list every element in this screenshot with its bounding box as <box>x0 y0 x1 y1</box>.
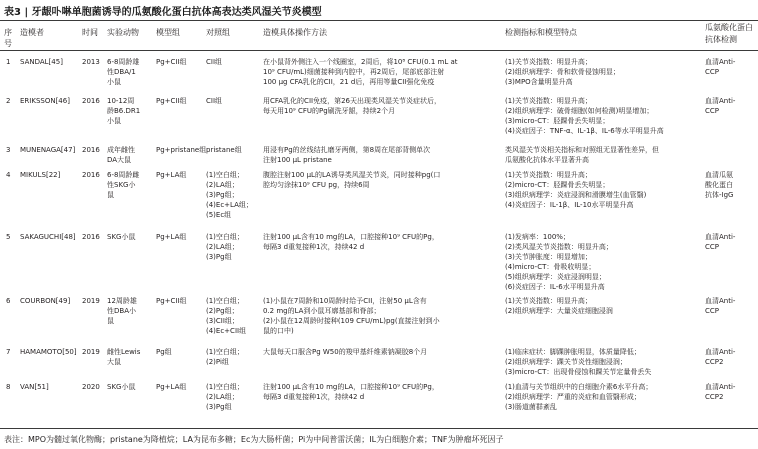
cell-method: (1)小鼠在7周龄和10周龄时给予CII，注射50 μL含有 <box>263 297 427 305</box>
cell-no: 3 <box>6 146 11 154</box>
cell-no: 7 <box>6 348 11 356</box>
cell-control: (3)CII组； <box>206 317 239 325</box>
cell-animal: 鼠 <box>107 191 114 199</box>
cell-animal: 6-8周龄雄 <box>107 58 140 66</box>
cell-animal: 龄B6.DR1 <box>107 107 141 115</box>
cell-antibody: 酸化蛋白 <box>705 181 733 189</box>
cell-model: Pg+LA组 <box>156 383 187 391</box>
cell-antibody: 血清Anti- <box>705 233 736 241</box>
cell-method: 注射100 μL含有10 mg的LA，口腔接种10⁹ CFU的Pg， <box>263 383 439 391</box>
cell-animal: 6-8周龄雌 <box>107 171 140 179</box>
cell-indices: 瓜氨酸化抗体水平显著升高 <box>505 156 589 164</box>
cell-indices: (1)关节炎指数：明显升高； <box>505 58 592 66</box>
cell-indices: (4)micro-CT：骨吸收明显； <box>505 263 596 271</box>
top-rule <box>0 20 758 21</box>
header-time: 时间 <box>82 28 98 37</box>
cell-method: 100 μg CFA乳化的CII，21 d后，再用等量CII强化免疫 <box>263 78 435 86</box>
cell-no: 8 <box>6 383 11 391</box>
cell-author: MIKULS[22] <box>20 171 61 179</box>
cell-method: 用浸有Pg的丝线结扎磨牙两侧，第8周在尾部背侧单次 <box>263 146 431 154</box>
cell-animal: 性DBA/1 <box>107 68 136 76</box>
cell-control: (3)Pg组 <box>206 403 232 411</box>
header-animal: 实验动物 <box>107 28 139 37</box>
cell-control: (3)Pg组； <box>206 191 239 199</box>
cell-control: (4)Ec+LA组； <box>206 201 253 209</box>
cell-control: (1)空白组； <box>206 297 244 305</box>
cell-control: (5)Ec组 <box>206 211 232 219</box>
cell-model: Pg组 <box>156 348 172 356</box>
cell-author: VAN[51] <box>20 383 49 391</box>
cell-indices: (3)组织病理学：炎症浸润和滑膜增生(血管翳) <box>505 191 647 199</box>
cell-control: pristane组 <box>206 146 242 154</box>
cell-method: 每隔3 d重复接种1次，持续42 d <box>263 393 365 401</box>
cell-control: (4)Ec+CII组 <box>206 327 247 335</box>
cell-control: (2)LA组； <box>206 393 239 401</box>
cell-no: 4 <box>6 171 11 179</box>
cell-control: CII组 <box>206 58 223 66</box>
cell-indices: (1)发病率：100%； <box>505 233 570 241</box>
cell-antibody: CCP <box>705 307 719 315</box>
cell-author: MUNENAGA[47] <box>20 146 76 154</box>
cell-indices: (2)组织病理学：大量炎症细胞浸润 <box>505 307 613 315</box>
cell-indices: 类风湿关节炎相关指标和对照组无显著性差异，但 <box>505 146 659 154</box>
cell-antibody: CCP <box>705 68 719 76</box>
cell-time: 2016 <box>82 233 100 241</box>
cell-method: 注射100 μL含有10 mg的LA，口腔接种10⁹ CFU的Pg， <box>263 233 439 241</box>
cell-animal: 成年雌性 <box>107 146 135 154</box>
cell-control: (2)LA组； <box>206 243 239 251</box>
cell-no: 2 <box>6 97 11 105</box>
cell-indices: (2)类风湿关节炎指数：明显升高； <box>505 243 613 251</box>
cell-animal: DA大鼠 <box>107 156 132 164</box>
cell-method: 注射100 μL pristane <box>263 156 332 164</box>
cell-method: 用CFA乳化的CII免疫，第26天出现类风湿关节炎症状后， <box>263 97 441 105</box>
cell-control: (3)Pg组 <box>206 253 232 261</box>
cell-model: Pg+CII组 <box>156 97 187 105</box>
header-no: 序号 <box>4 28 12 48</box>
cell-animal: 小鼠 <box>107 78 121 86</box>
cell-indices: (3)MPO含量明显升高 <box>505 78 573 86</box>
header-rule <box>0 50 758 51</box>
cell-antibody: 抗体-IgG <box>705 191 734 199</box>
cell-time: 2019 <box>82 348 100 356</box>
header-author: 造模者 <box>20 28 44 37</box>
cell-indices: (4)炎症因子：TNF-α、IL-1β、IL-6等水平明显升高 <box>505 127 664 135</box>
cell-author: HAMAMOTO[50] <box>20 348 77 356</box>
cell-indices: (1)关节炎指数：明显升高； <box>505 171 592 179</box>
cell-method: 10⁹ CFU/mL)细菌接种到内腔中，再2周后，尾部底部注射 <box>263 68 445 76</box>
header-method: 造模具体操作方法 <box>263 28 327 37</box>
cell-animal: 雌性Lewis <box>107 348 141 356</box>
cell-no: 5 <box>6 233 11 241</box>
cell-time: 2020 <box>82 383 100 391</box>
table-footnote: 表注：MPO为髓过氧化物酶；pristane为降植烷；LA为昆布多糖；Ec为大肠杆菌；Pi为中间普雷沃菌；IL为白细胞介素；TNF为肿瘤坏死因子 <box>4 435 504 444</box>
header-indices: 检测指标和模型特点 <box>505 28 577 37</box>
cell-animal: 性DBA小 <box>107 307 136 315</box>
cell-animal: 10-12周 <box>107 97 135 105</box>
cell-animal: 小鼠 <box>107 117 121 125</box>
cell-time: 2019 <box>82 297 100 305</box>
cell-indices: (1)临床症状：脚踝肿胀明显，体质量降低； <box>505 348 641 356</box>
cell-author: SAKAGUCHI[48] <box>20 233 76 241</box>
cell-author: ERIKSSON[46] <box>20 97 70 105</box>
cell-antibody: 血清Anti- <box>705 348 736 356</box>
cell-method: 腹腔注射100 μL的LA诱导类风湿关节炎，同时接种pg(口 <box>263 171 441 179</box>
cell-method: 腔均匀涂抹10⁹ CFU pg，持续6周 <box>263 181 370 189</box>
cell-antibody: 血清瓜氨 <box>705 171 733 179</box>
cell-animal: 大鼠 <box>107 358 121 366</box>
cell-animal: 12周龄雄 <box>107 297 137 305</box>
cell-control: (1)空白组； <box>206 233 244 241</box>
cell-indices: (3)micro-CT：胫踝骨丢失明显； <box>505 117 610 125</box>
cell-indices: (4)炎症因子：IL-1β、IL-10水平明显升高 <box>505 201 634 209</box>
cell-indices: (3)micro-CT：出现骨侵蚀和踝关节定量骨丢失 <box>505 368 652 376</box>
cell-model: Pg+CII组 <box>156 58 187 66</box>
cell-animal: SKG小鼠 <box>107 233 136 241</box>
cell-no: 1 <box>6 58 11 66</box>
cell-model: Pg+pristane组 <box>156 146 207 154</box>
cell-control: (2)LA组； <box>206 181 239 189</box>
cell-control: (1)空白组； <box>206 348 244 356</box>
cell-antibody: CCP <box>705 107 719 115</box>
cell-time: 2016 <box>82 97 100 105</box>
cell-method: 大鼠每天口服含Pg W50的羧甲基纤维素钠凝胶8个月 <box>263 348 428 356</box>
table-title: 表3 | 牙龈卟啉单胞菌诱导的瓜氨酸化蛋白抗体高表达类风湿关节炎模型 <box>4 7 322 18</box>
cell-model: Pg+CII组 <box>156 297 187 305</box>
cell-animal: 鼠 <box>107 317 114 325</box>
cell-indices: (1)关节炎指数：明显升高； <box>505 297 592 305</box>
cell-animal: 性SKG小 <box>107 181 136 189</box>
cell-time: 2013 <box>82 58 100 66</box>
cell-indices: (2)组织病理学：严重的炎症和血管翳形成； <box>505 393 641 401</box>
cell-author: COURBON[49] <box>20 297 71 305</box>
cell-indices: (1)血清与关节组织中的白细胞介素6水平升高； <box>505 383 653 391</box>
cell-model: Pg+LA组 <box>156 171 187 179</box>
cell-method: 每天用10⁹ CFU的Pg刷洗牙龈，持续2个月 <box>263 107 396 115</box>
cell-antibody: CCP2 <box>705 393 724 401</box>
cell-indices: (2)组织病理学：破骨细胞(如何检测)明显增加； <box>505 107 654 115</box>
cell-antibody: CCP2 <box>705 358 724 366</box>
cell-antibody: 血清Anti- <box>705 58 736 66</box>
cell-method: 每隔3 d重复接种1次，持续42 d <box>263 243 365 251</box>
cell-method: (2)小鼠在12周龄时接种(109 CFU/mL)pg(直接注射到小 <box>263 317 440 325</box>
cell-method: 鼠的口中) <box>263 327 294 335</box>
cell-no: 6 <box>6 297 11 305</box>
cell-antibody: CCP <box>705 243 719 251</box>
cell-indices: (2)micro-CT：胫踝骨丢失明显； <box>505 181 610 189</box>
cell-indices: (3)肠道菌群紊乱 <box>505 403 557 411</box>
cell-control: (1)空白组； <box>206 383 244 391</box>
cell-model: Pg+LA组 <box>156 233 187 241</box>
cell-author: SANDAL[45] <box>20 58 63 66</box>
cell-control: (1)空白组； <box>206 171 244 179</box>
bottom-rule <box>0 428 758 429</box>
cell-time: 2016 <box>82 146 100 154</box>
cell-indices: (1)关节炎指数：明显升高； <box>505 97 592 105</box>
cell-antibody: 血清Anti- <box>705 297 736 305</box>
cell-animal: SKG小鼠 <box>107 383 136 391</box>
cell-control: (2)Pg组； <box>206 307 239 315</box>
cell-antibody: 血清Anti- <box>705 383 736 391</box>
cell-indices: (2)组织病理学：骨和软骨侵蚀明显； <box>505 68 620 76</box>
cell-antibody: 血清Anti- <box>705 97 736 105</box>
cell-method: 0.2 mg的LA到小鼠耳廓基部和脊部； <box>263 307 381 315</box>
header-control: 对照组 <box>206 28 230 37</box>
cell-method: 在小鼠背外侧注入一个线圈室，2周后，将10⁸ CFU(0.1 mL at <box>263 58 458 66</box>
cell-indices: (3)关节肿胀度：明显增加； <box>505 253 592 261</box>
header-antibody: 瓜氨酸化蛋白抗体检测 <box>705 23 753 44</box>
cell-indices: (2)组织病理学：踝关节炎性细胞浸润； <box>505 358 627 366</box>
header-model: 模型组 <box>156 28 180 37</box>
cell-control: CII组 <box>206 97 223 105</box>
cell-time: 2016 <box>82 171 100 179</box>
cell-indices: (5)组织病理学：炎症浸润明显； <box>505 273 606 281</box>
cell-control: (2)Pi组 <box>206 358 229 366</box>
cell-indices: (6)炎症因子：IL-6水平明显升高 <box>505 283 605 291</box>
